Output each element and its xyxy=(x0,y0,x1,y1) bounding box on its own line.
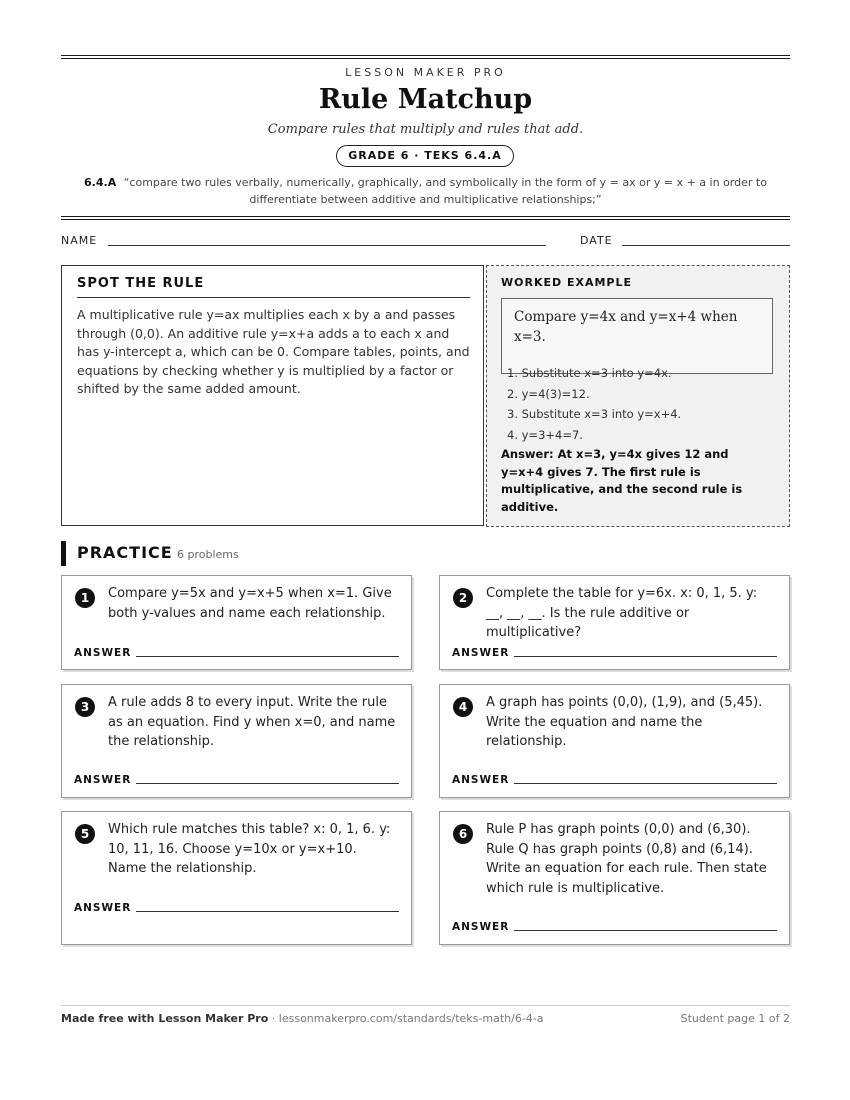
footer-credit xyxy=(61,1012,544,1025)
worksheet-page xyxy=(61,0,790,1100)
footer-separator: · xyxy=(268,1012,279,1025)
date-field[interactable] xyxy=(622,245,790,246)
answer-label: ANSWER xyxy=(452,921,510,933)
problem-text: Which rule matches this table? x: 0, 1, 6. y: 10, 11, 16. Choose y=10x or y=x+10. Name the relationship. xyxy=(108,822,391,876)
problem-text: Rule P has graph points (0,0) and (6,30). Rule Q has graph points (0,8) and (6,14). Write an equation for each rule. Then state which rule is multiplicative. xyxy=(486,822,767,896)
grade-badge: GRADE 6 · TEKS 6.4.A xyxy=(336,145,514,167)
top-rule-inner xyxy=(61,58,790,59)
worked-example-step: 3. Substitute x=3 into y=x+4. xyxy=(507,407,682,421)
standard-text: “compare two rules verbally, numerically, graphically, and symbolically in the form of y = ax or y = x + a in order to differentiate between additive and multiplicative relationships;” xyxy=(123,176,767,206)
worked-example-problem: Compare y=4x and y=x+4 when x=3. xyxy=(501,298,773,374)
practice-count: 6 problems xyxy=(177,548,239,561)
standard-statement xyxy=(61,174,790,208)
answer-field[interactable] xyxy=(514,656,777,657)
answer-label: ANSWER xyxy=(74,647,132,659)
page-subtitle: Compare rules that multiply and rules that add. xyxy=(267,122,584,137)
problem-text: A rule adds 8 to every input. Write the rule as an equation. Find y when x=0, and name the relationship. xyxy=(108,695,396,749)
practice-heading: PRACTICE xyxy=(77,543,173,562)
footer-made-with: Made free with Lesson Maker Pro xyxy=(61,1012,269,1025)
problem-number: 5 xyxy=(75,824,95,844)
problem-text: Compare y=5x and y=x+5 when x=1. Give both y-values and name each relationship. xyxy=(108,586,392,621)
answer-label: ANSWER xyxy=(452,774,510,786)
answer-label: ANSWER xyxy=(74,902,132,914)
answer-label: ANSWER xyxy=(74,774,132,786)
header-rule-inner xyxy=(61,219,790,220)
problem-card-2 xyxy=(439,575,790,670)
name-field[interactable] xyxy=(108,245,546,246)
footer-url[interactable]: lessonmakerpro.com/standards/teks-math/6-4-a xyxy=(278,1012,544,1025)
answer-label: ANSWER xyxy=(452,647,510,659)
problem-text: A graph has points (0,0), (1,9), and (5,45). Write the equation and name the relationship. xyxy=(486,695,763,749)
problem-number: 3 xyxy=(75,697,95,717)
worked-example-answer: Answer: At x=3, y=4x gives 12 and y=x+4 gives 7. The first rule is multiplicative, and the second rule is additive. xyxy=(501,447,743,514)
standard-code: 6.4.A xyxy=(84,176,117,189)
footer-rule xyxy=(61,1005,790,1006)
answer-field[interactable] xyxy=(136,911,399,912)
worked-example-steps xyxy=(501,363,681,445)
problem-card-6 xyxy=(439,811,790,945)
answer-field[interactable] xyxy=(514,783,777,784)
name-label: NAME xyxy=(61,234,98,247)
answer-field[interactable] xyxy=(136,783,399,784)
worked-example-step: 2. y=4(3)=12. xyxy=(507,386,590,401)
answer-field[interactable] xyxy=(514,930,777,931)
top-rule xyxy=(61,55,790,56)
spot-the-rule-text: A multiplicative rule y=ax multiplies each x by a and passes through (0,0). An additive rule y=x+a adds a to each x and has y-intercept a, which can be 0. Compare tables, points, and equations by checking whether y is multiplied by a factor or shifted by the same added amount. xyxy=(77,307,470,396)
spot-the-rule-heading: SPOT THE RULE xyxy=(77,276,470,298)
problem-number: 6 xyxy=(453,824,473,844)
answer-field[interactable] xyxy=(136,656,399,657)
worked-example-step: 1. Substitute x=3 into y=4x. xyxy=(507,366,672,380)
practice-accent-bar xyxy=(61,541,66,566)
worked-example-box xyxy=(486,265,790,527)
problem-number: 4 xyxy=(453,697,473,717)
problem-text: Complete the table for y=6x. x: 0, 1, 5. y: __, __, __. Is the rule additive or multiplicative? xyxy=(486,586,758,640)
page-title: Rule Matchup xyxy=(318,84,533,115)
problem-card-4 xyxy=(439,684,790,798)
problem-card-3 xyxy=(61,684,412,798)
footer-page-number: Student page 1 of 2 xyxy=(680,1012,790,1025)
brand-label: LESSON MAKER PRO xyxy=(345,66,506,79)
header-rule xyxy=(61,216,790,217)
worked-example-step: 4. y=3+4=7. xyxy=(507,427,583,442)
date-label: DATE xyxy=(580,234,613,247)
problem-number: 2 xyxy=(453,588,473,608)
worked-example-heading: WORKED EXAMPLE xyxy=(501,276,632,289)
problem-number: 1 xyxy=(75,588,95,608)
problem-card-1 xyxy=(61,575,412,670)
spot-the-rule-box xyxy=(61,265,484,526)
problem-card-5 xyxy=(61,811,412,945)
